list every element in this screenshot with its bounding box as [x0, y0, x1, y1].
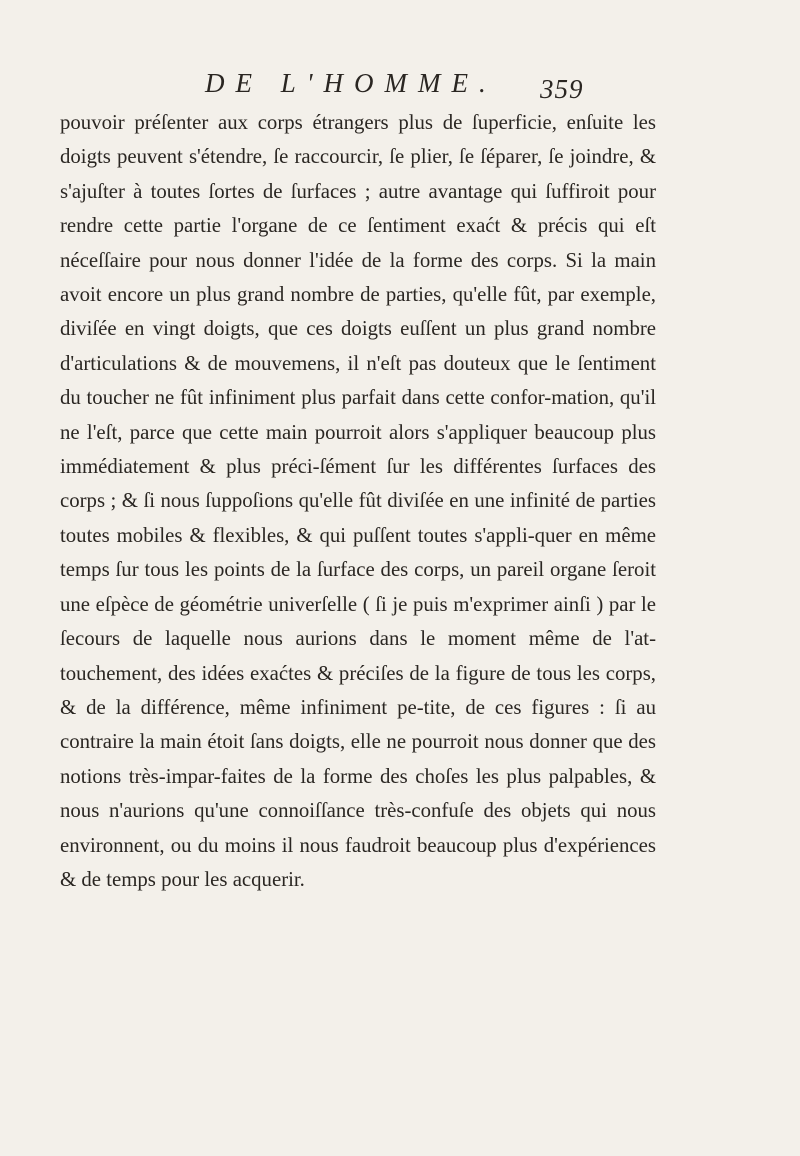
running-head: [0, 68, 800, 108]
running-title: DE L'HOMME.: [205, 68, 497, 98]
page-number: 359: [540, 74, 584, 104]
body-paragraph: pouvoir préſenter aux corps étrangers plus de ſuperficie, enſuite les doigts peuvent s'étendre, ſe raccourcir, ſe plier, ſe ſéparer, ſe joindre, & s'ajuſter à toutes ſortes de ſurfaces ; autre avantage qui ſuffiroit pour rendre cette partie l'organe de ce ſentiment exaćt & précis qui eſt néceſſaire pour nous donner l'idée de la forme des corps. Si la main avoit encore un plus grand nombre de parties, qu'elle fût, par exemple, diviſée en vingt doigts, que ces doigts euſſent un plus grand nombre d'articulations & de mouvemens, il n'eſt pas douteux que le ſentiment du toucher ne fût infiniment plus parfait dans cette confor-mation, qu'il ne l'eſt, parce que cette main pourroit alors s'appliquer beaucoup plus immédiatement & plus préci-ſément ſur les différentes ſurfaces des corps ; & ſi nous ſuppoſions qu'elle fût diviſée en une infinité de parties toutes mobiles & flexibles, & qui puſſent toutes s'appli-quer en même temps ſur tous les points de la ſurface des corps, un pareil organe ſeroit une eſpèce de géométrie univerſelle ( ſi je puis m'exprimer ainſi ) par le ſecours de laquelle nous aurions dans le moment même de l'at-touchement, des idées exaćtes & préciſes de la figure de tous les corps, & de la différence, même infiniment pe-tite, de ces figures : ſi au contraire la main étoit ſans doigts, elle ne pourroit nous donner que des notions très-impar-faites de la forme des choſes les plus palpables, & nous n'aurions qu'une connoiſſance très-confuſe des objets qui nous environnent, ou du moins il nous faudroit beaucoup plus d'expériences & de temps pour les acquerir.: [60, 111, 656, 891]
